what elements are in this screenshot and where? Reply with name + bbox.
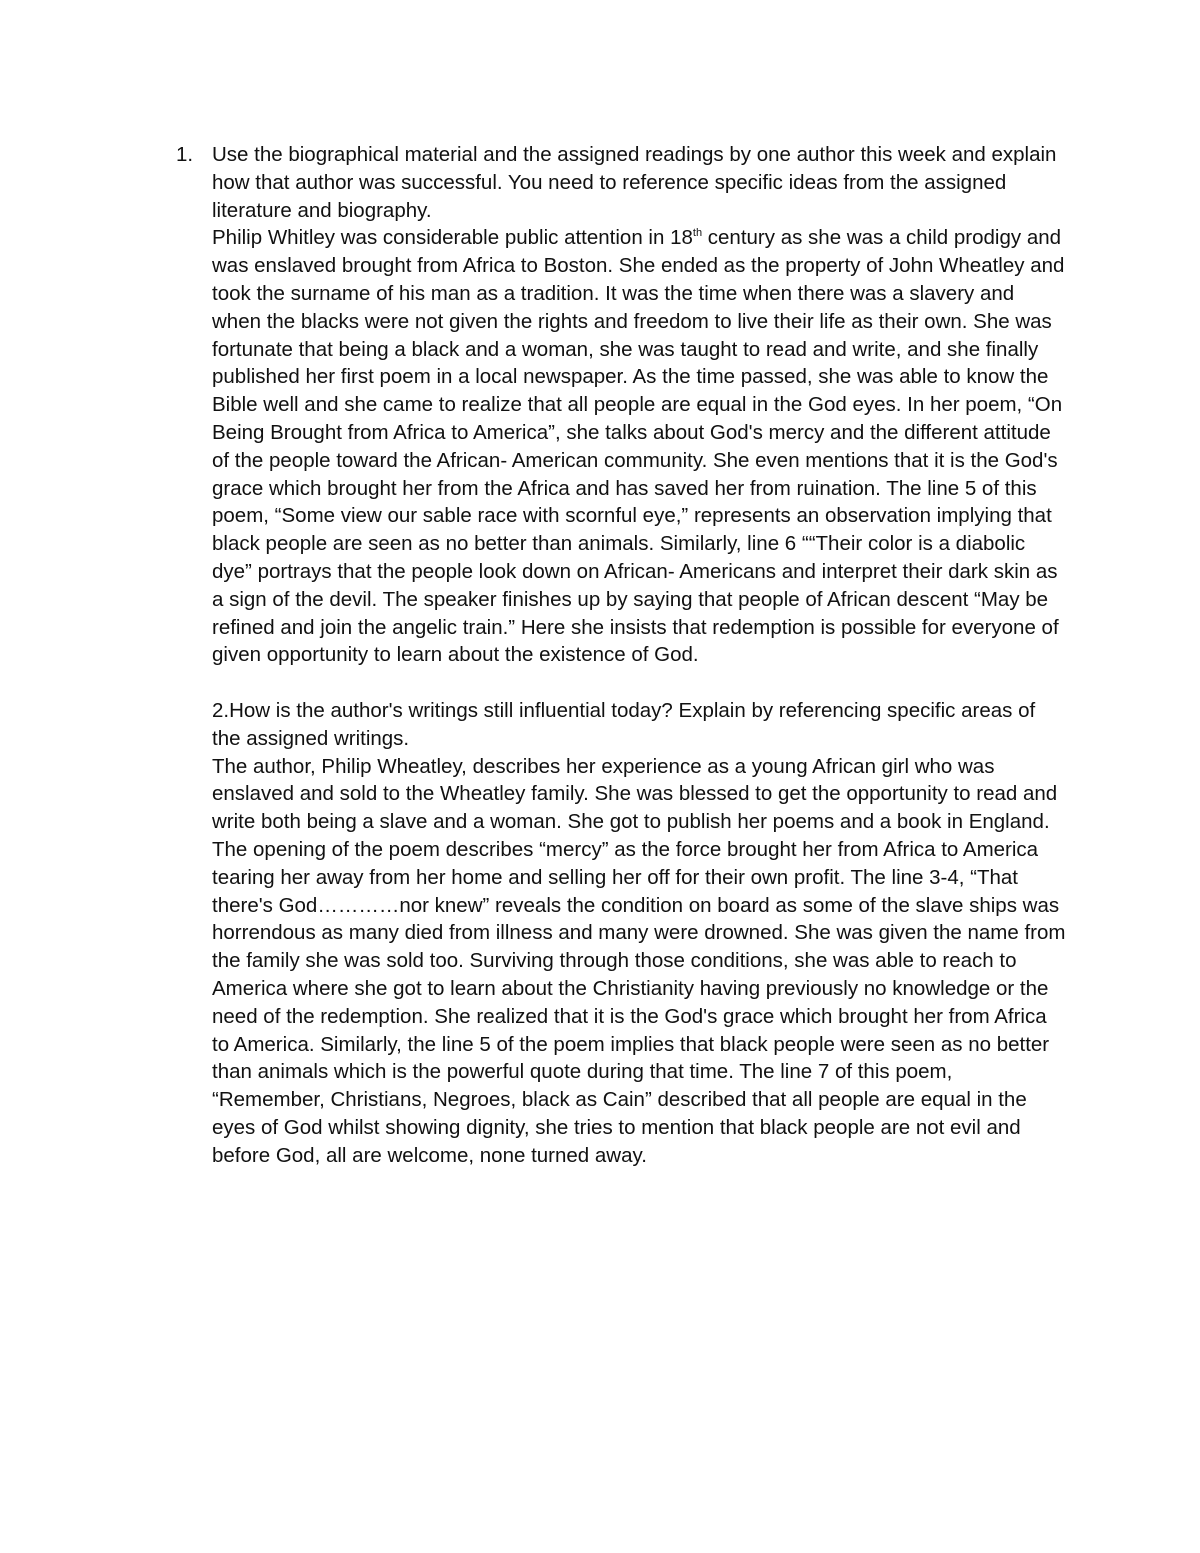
question-1-number: 1. [176, 143, 194, 166]
question-1-answer-start: Philip Whitley was considerable public attention in 18 [212, 226, 693, 250]
question-1-answer-rest: century as she was a child prodigy and was enslaved brought from Africa to Boston. She ended as the property of John Wheatley and took the surname of his man as a tradition. It was the time when there was a slavery and when the blacks were not given the rights and freedom to live their life as their own. She was fortunate that being a black and a woman, she was taught to read and write, and she finally published her first poem in a local newspaper. As the time passed, she was able to know the Bible well and she came to realize that all people are equal in the God eyes. In her poem, “On Being Brought from Africa to America”, she talks about God's mercy and the different attitude of the people toward the African- American community. She even mentions that it is the God's grace which brought her from the Africa and has saved her from ruination. The line 5 of this poem, “Some view our sable race with scornful eye,” represents an observation implying that black people are seen as no better than animals. Similarly, line 6 ““Their color is a diabolic dye” portrays that the people look down on African- Americans and interpret their dark skin as a sign of the devil. The speaker finishes up by saying that people of African descent “May be refined and join the angelic train.” Here she insists that redemption is possible for everyone of given opportunity to learn about the existence of God. [212, 226, 1065, 667]
paragraph-spacer [212, 669, 1066, 697]
ordinal-suffix: th [692, 227, 703, 240]
question-2-prompt: 2.How is the author's writings still influential today? Explain by referencing specific areas of the assigned writings. [212, 698, 1036, 750]
question-1-answer [212, 224, 1066, 669]
question-2-answer: The author, Philip Wheatley, describes her experience as a young African girl who was enslaved and sold to the Wheatley family. She was blessed to get the opportunity to read and write both being a slave and a woman. She got to publish her poems and a book in England. The opening of the poem describes “mercy” as the force brought her from Africa to America tearing her away from her home and selling her off for their own profit. The line 3-4, “That there's God…………nor knew” reveals the condition on board as some of the slave ships was horrendous as many died from illness and many were drowned. She was given the name from the family she was sold too. Surviving through those conditions, she was able to reach to America where she got to learn about the Christianity having previously no knowledge or the need of the redemption. She realized that it is the God's grace which brought her from Africa to America. Similarly, the line 5 of the poem implies that black people were seen as no better than animals which is the powerful quote during that time. The line 7 of this poem, “Remember, Christians, Negroes, black as Cain” described that all people are equal in the eyes of God whilst showing dignity, she tries to mention that black people are not evil and before God, all are welcome, none turned away. [212, 754, 1066, 1167]
question-1-prompt: Use the biographical material and the assigned readings by one author this week and explain how that author was successful. You need to reference specific ideas from the assigned literature and biography. [212, 143, 1057, 222]
question-1-body [212, 141, 1066, 1169]
question-1-item [176, 141, 1066, 1169]
document-content [176, 141, 1066, 1169]
